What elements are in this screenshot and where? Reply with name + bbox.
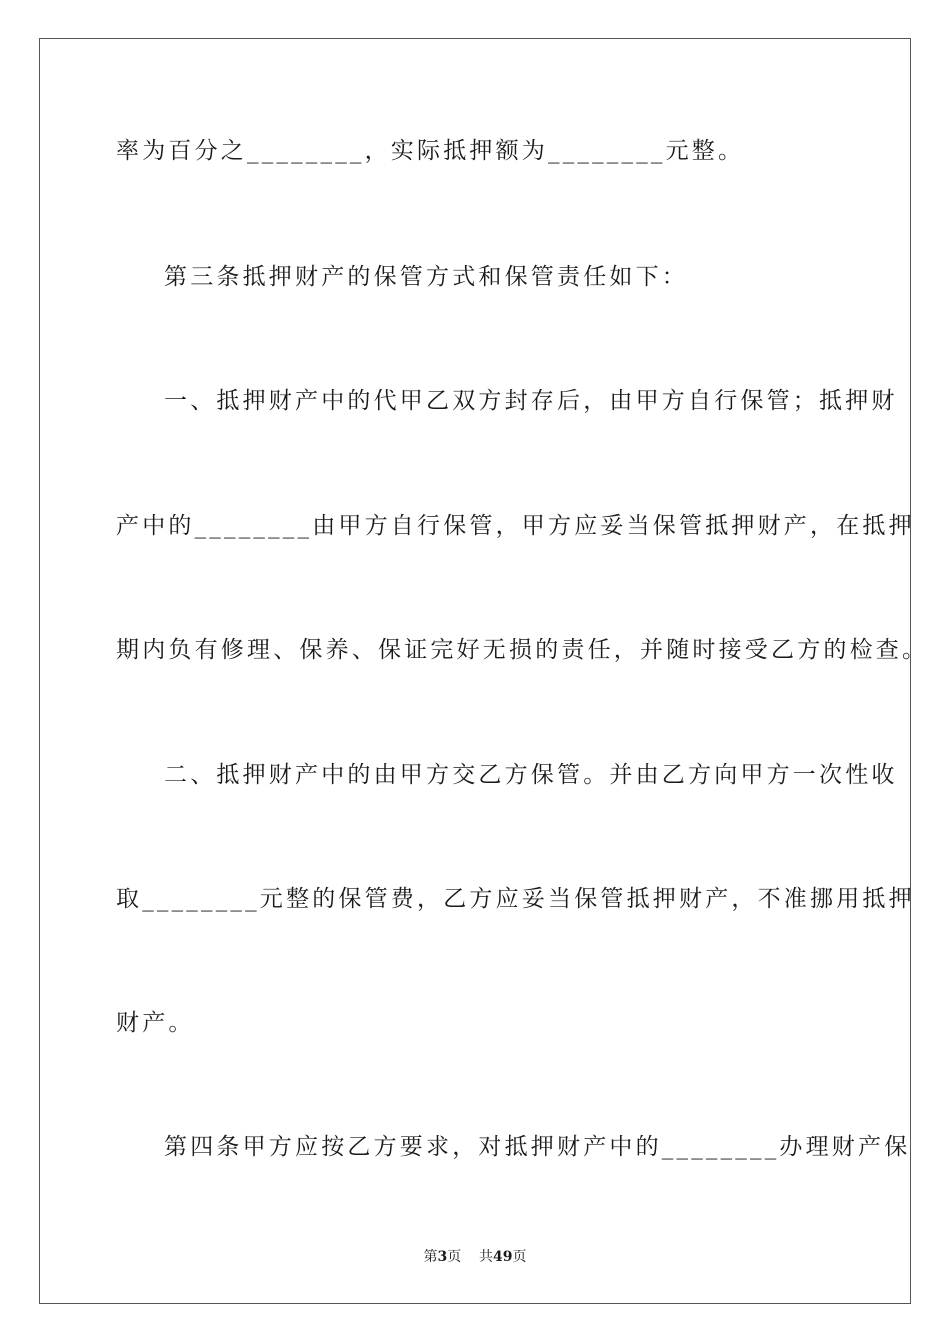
paragraph-line-9: 第四条甲方应按乙方要求，对抵押财产中的________办理财产保 bbox=[164, 1134, 911, 1160]
page-footer bbox=[0, 1247, 950, 1267]
paragraph-line-5: 期内负有修理、保养、保证完好无损的责任，并随时接受乙方的检查。 bbox=[116, 637, 929, 663]
page-border bbox=[39, 38, 911, 1304]
paragraph-line-7: 取________元整的保管费，乙方应妥当保管抵押财产，不准挪用抵押 bbox=[116, 886, 915, 912]
paragraph-line-4: 产中的________由甲方自行保管，甲方应妥当保管抵押财产，在抵押 bbox=[116, 513, 915, 539]
paragraph-line-3: 一、抵押财产中的代甲乙双方封存后，由甲方自行保管；抵押财 bbox=[164, 388, 898, 414]
total-pages: 49 bbox=[493, 1249, 513, 1265]
total-suffix: 页 bbox=[512, 1249, 527, 1265]
page-suffix: 页 bbox=[447, 1249, 462, 1265]
paragraph-line-2: 第三条抵押财产的保管方式和保管责任如下： bbox=[164, 264, 688, 290]
paragraph-line-1: 率为百分之________，实际抵押额为________元整。 bbox=[116, 138, 745, 164]
total-prefix: 共 bbox=[479, 1249, 494, 1265]
paragraph-line-6: 二、抵押财产中的由甲方交乙方保管。并由乙方向甲方一次性收 bbox=[164, 762, 898, 788]
paragraph-line-8: 财产。 bbox=[116, 1010, 195, 1036]
page-number: 3 bbox=[437, 1249, 448, 1265]
page-prefix: 第 bbox=[423, 1249, 438, 1265]
